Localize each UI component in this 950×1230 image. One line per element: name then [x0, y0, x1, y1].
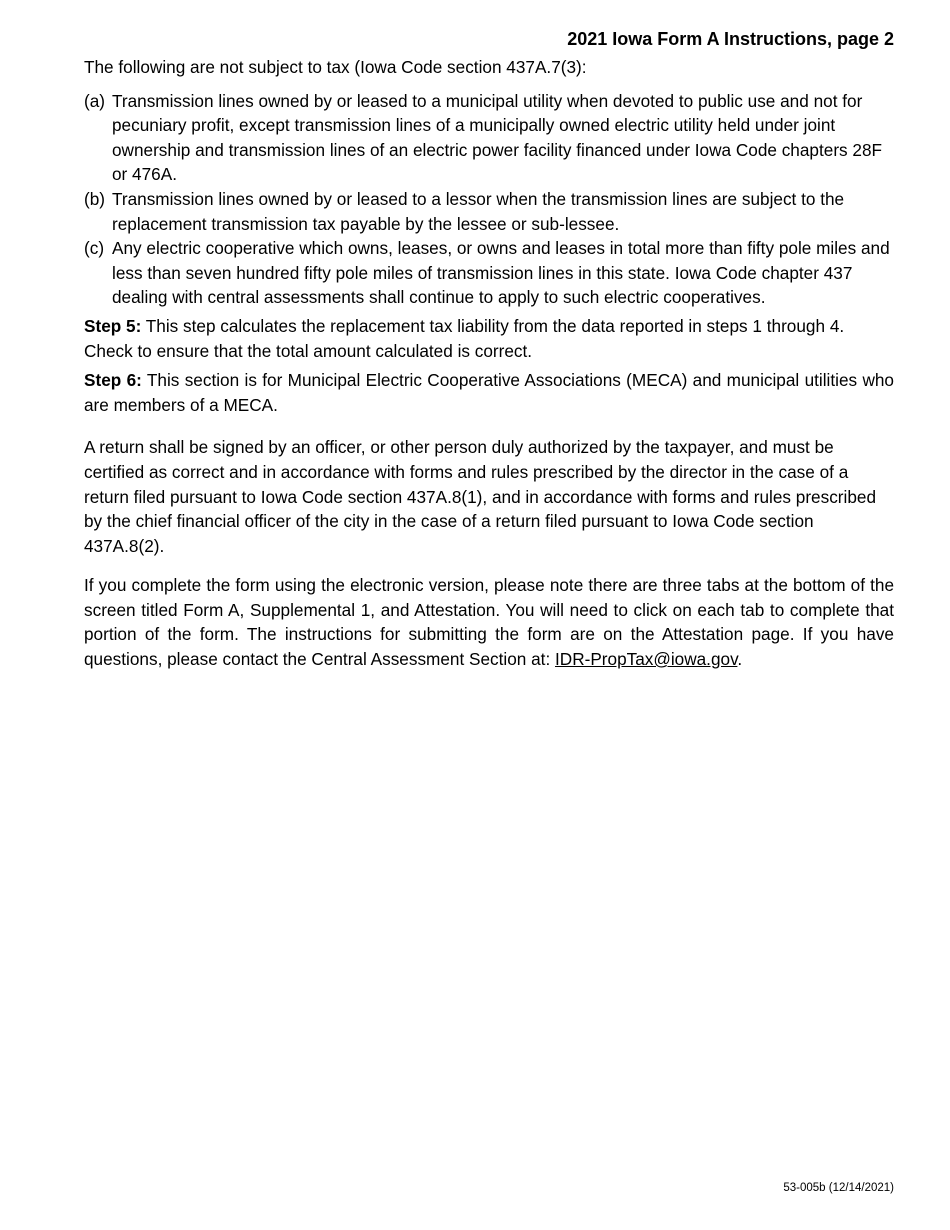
exemption-marker: (c) [84, 238, 105, 259]
exemption-text: Transmission lines owned by or leased to a municipal utility when devoted to public use and not for pecuniary profit, except transmission lines of a municipally owned electric utility held under joint ownership and transmission lines of an electric power facility financed under Iowa Code chapters 28F or 476A. [112, 90, 883, 185]
step-5-label: Step 5: [84, 315, 142, 336]
exemption-text: Any electric cooperative which owns, leases, or owns and leases in total more than fifty pole miles and less than seven hundred fifty pole miles of transmission lines in this state. Iowa Code chapter 437 dealing with central assessments shall continue to apply to such electric cooperatives. [112, 238, 890, 308]
exemption-item-b [84, 187, 894, 236]
exemption-item-a [84, 89, 894, 187]
contact-email-link[interactable]: IDR-PropTax@iowa.gov [555, 649, 738, 670]
electronic-version-trailing: . [737, 649, 743, 670]
exemption-text: Transmission lines owned by or leased to a lessor when the transmission lines are subject to the replacement transmission tax payable by the lessee or sub-lessee. [112, 188, 845, 234]
step-5-text: This step calculates the replacement tax liability from the data reported in steps 1 through 4. Check to ensure that the total amount calculated is correct. [84, 315, 845, 361]
exemption-item-c [84, 236, 894, 310]
intro-text: The following are not subject to tax (Iowa Code section 437A.7(3): [84, 57, 587, 77]
step-5-paragraph [84, 314, 894, 363]
electronic-version-paragraph [84, 573, 894, 671]
exemption-list [84, 89, 894, 310]
step-6-label: Step 6: [84, 370, 142, 391]
instructions-body [84, 55, 894, 672]
step-6-paragraph [84, 368, 894, 417]
step-6-text: This section is for Municipal Electric Cooperative Associations (MECA) and municipal utilities who are members of a MECA. [84, 370, 894, 415]
form-number: 53-005b (12/14/2021) [783, 1182, 894, 1194]
exemption-marker: (a) [84, 90, 106, 111]
return-signature-paragraph: A return shall be signed by an officer, or other person duly authorized by the taxpayer, and must be certified as correct and in accordance with forms and rules prescribed by the director in the case of a return filed pursuant to Iowa Code section 437A.8(1), and in accordance with forms and rules prescribed by the chief financial officer of the city in the case of a return filed pursuant to Iowa Code section 437A.8(2). [84, 437, 877, 556]
page-header-title: 2021 Iowa Form A Instructions, page 2 [567, 29, 894, 49]
exemption-marker: (b) [84, 188, 106, 209]
electronic-version-text: If you complete the form using the electronic version, please note there are three tabs at the bottom of the screen titled Form A, Supplemental 1, and Attestation. You will need to click on each tab to complete that portion of the form. The instructions for submitting the form are on the Attestation page. If you have questions, please contact the Central Assessment Section at: [84, 575, 894, 670]
